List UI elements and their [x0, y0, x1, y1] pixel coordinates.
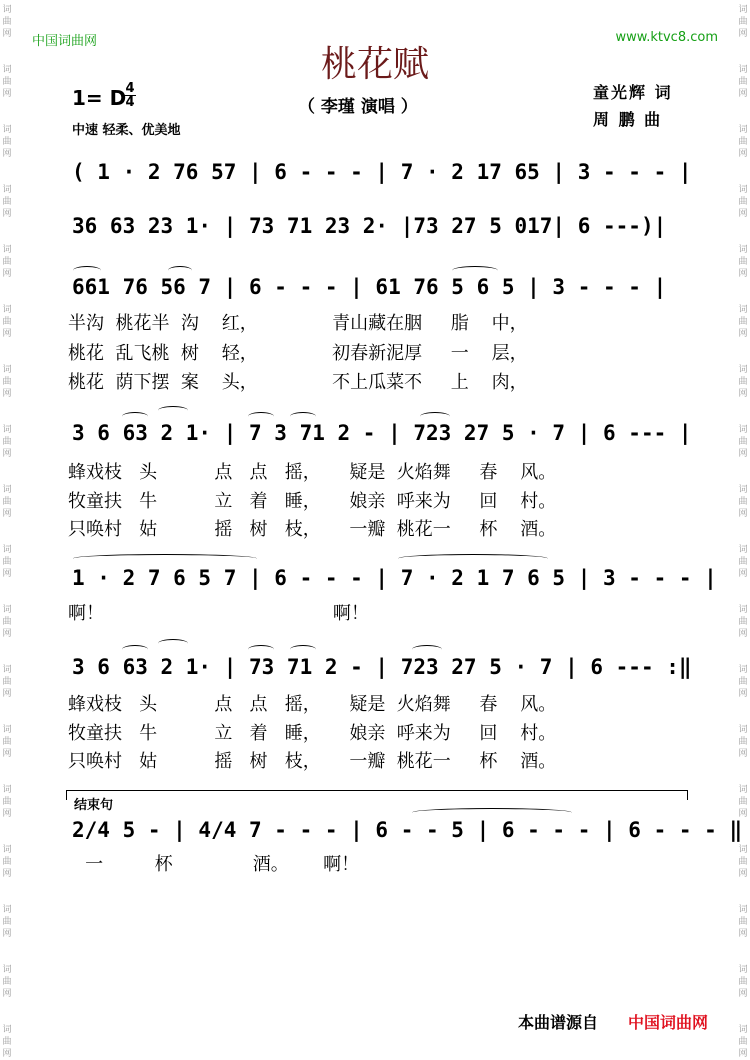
tie-mark	[398, 554, 548, 563]
right-watermark-strip	[736, 0, 750, 1057]
ending-bracket-tick	[687, 790, 688, 800]
watermark-glyph-stack: 词 曲 网	[2, 1025, 12, 1059]
watermark-glyph-stack: 词 曲 网	[738, 1025, 748, 1059]
watermark-glyph-stack: 词 曲 网	[2, 65, 12, 99]
slur-mark	[290, 412, 316, 421]
slur-mark	[248, 412, 274, 421]
left-watermark-strip	[0, 0, 14, 1057]
watermark-glyph-stack: 词 曲 网	[2, 365, 12, 399]
slur-mark	[420, 412, 450, 421]
watermark-glyph-stack: 词 曲 网	[2, 485, 12, 519]
singer-line: （ 李瑾 演唱 ）	[298, 97, 418, 117]
watermark-glyph-stack: 词 曲 网	[738, 665, 748, 699]
watermark-glyph-stack: 词 曲 网	[2, 845, 12, 879]
watermark-glyph-stack: 词 曲 网	[738, 905, 748, 939]
slur-mark	[452, 266, 498, 275]
tie-mark	[73, 554, 257, 563]
watermark-glyph-stack: 词 曲 网	[738, 185, 748, 219]
ending-lyrics: 一 杯 酒。 啊！	[68, 854, 360, 875]
score-line-1: ( 1 · 2 76 57 | 6 - - - | 7 · 2 17 65 | 3 - - - |	[72, 160, 692, 184]
watermark-glyph-stack: 词 曲 网	[738, 5, 748, 39]
watermark-glyph-stack: 词 曲 网	[2, 305, 12, 339]
score-line-ending: 2/4 5 - | 4/4 7 - - - | 6 - - 5 | 6 - - - | 6 - - - ‖	[72, 818, 743, 842]
time-signature-top: 4	[125, 81, 135, 96]
watermark-glyph-stack: 词 曲 网	[738, 605, 748, 639]
score-line-3: 661 76 56 7 | 6 - - - | 61 76 5 6 5 | 3 - - - |	[72, 275, 667, 299]
ending-bracket-line	[66, 790, 688, 791]
score-line-6: 3 6 63 2 1· | 73 71 2 - | 723 27 5 · 7 | 6 --- :‖	[72, 655, 692, 679]
slur-mark	[412, 645, 442, 654]
watermark-glyph-stack: 词 曲 网	[2, 965, 12, 999]
watermark-glyph-stack: 词 曲 网	[2, 905, 12, 939]
slur-mark	[248, 645, 274, 654]
slur-mark	[158, 406, 188, 415]
footer-source-site[interactable]: 中国词曲网	[628, 1013, 709, 1032]
lyrics-v2-line1: 蜂戏枝 头 点 点 摇， 疑是 火焰舞 春 风。	[68, 462, 557, 483]
score-line-5: 1 · 2 7 6 5 7 | 6 - - - | 7 · 2 1 7 6 5 | 3 - - - |	[72, 566, 717, 590]
lyrics-v1-line2: 桃花 乱飞桃 树 轻， 初春新泥厚 一 层，	[68, 343, 528, 364]
watermark-glyph-stack: 词 曲 网	[738, 65, 748, 99]
watermark-glyph-stack: 词 曲 网	[2, 785, 12, 819]
watermark-glyph-stack: 词 曲 网	[2, 5, 12, 39]
slur-mark	[122, 645, 148, 654]
watermark-glyph-stack: 词 曲 网	[738, 725, 748, 759]
tempo-marking: 中速 轻柔、优美地	[72, 123, 181, 138]
ending-label: 结束句	[74, 798, 114, 813]
watermark-glyph-stack: 词 曲 网	[738, 545, 748, 579]
lyrics-v3-line2: 牧童扶 牛 立 着 睡， 娘亲 呼来为 回 村。	[68, 723, 557, 744]
time-signature-bottom: 4	[125, 95, 135, 110]
tie-mark	[412, 808, 572, 817]
watermark-glyph-stack: 词 曲 网	[2, 545, 12, 579]
lyrics-v2-line2: 牧童扶 牛 立 着 睡， 娘亲 呼来为 回 村。	[68, 491, 557, 512]
site-name-left[interactable]: 中国词曲网	[32, 34, 98, 49]
watermark-glyph-stack: 词 曲 网	[2, 245, 12, 279]
watermark-glyph-stack: 词 曲 网	[738, 785, 748, 819]
watermark-glyph-stack: 词 曲 网	[738, 425, 748, 459]
lyricist-credit: 童光辉 词	[593, 83, 673, 102]
watermark-glyph-stack: 词 曲 网	[738, 965, 748, 999]
lyrics-v3-line1: 蜂戏枝 头 点 点 摇， 疑是 火焰舞 春 风。	[68, 694, 557, 715]
watermark-glyph-stack: 词 曲 网	[738, 125, 748, 159]
footer-source-label: 本曲谱源自	[518, 1013, 599, 1032]
watermark-glyph-stack: 词 曲 网	[2, 605, 12, 639]
lyrics-v1-line1: 半沟 桃花半 沟 红， 青山藏在胭 脂 中，	[68, 313, 528, 334]
song-title: 桃花赋	[320, 44, 429, 85]
ending-bracket-tick	[66, 790, 67, 800]
watermark-glyph-stack: 词 曲 网	[2, 425, 12, 459]
slur-mark	[73, 266, 101, 275]
key-signature: 1= D	[72, 86, 127, 110]
watermark-glyph-stack: 词 曲 网	[738, 245, 748, 279]
composer-credit: 周 鹏 曲	[593, 110, 663, 129]
slur-mark	[158, 639, 188, 648]
watermark-glyph-stack: 词 曲 网	[2, 665, 12, 699]
slur-mark	[122, 412, 148, 421]
watermark-glyph-stack: 词 曲 网	[738, 305, 748, 339]
watermark-glyph-stack: 词 曲 网	[738, 845, 748, 879]
score-line-4: 3 6 63 2 1· | 7 3 71 2 - | 723 27 5 · 7 | 6 --- |	[72, 421, 692, 445]
watermark-glyph-stack: 词 曲 网	[738, 365, 748, 399]
watermark-glyph-stack: 词 曲 网	[2, 185, 12, 219]
watermark-glyph-stack: 词 曲 网	[2, 125, 12, 159]
slur-mark	[290, 645, 316, 654]
slur-mark	[168, 266, 192, 275]
lyrics-v3-line3: 只唤村 姑 摇 树 枝， 一瓣 桃花一 杯 酒。	[68, 751, 557, 772]
time-signature	[124, 82, 136, 109]
interlude-lyrics: 啊！ 啊！	[68, 603, 369, 624]
lyrics-v1-line3: 桃花 荫下摆 案 头， 不上瓜菜不 上 肉，	[68, 372, 528, 393]
watermark-glyph-stack: 词 曲 网	[738, 485, 748, 519]
lyrics-v2-line3: 只唤村 姑 摇 树 枝， 一瓣 桃花一 杯 酒。	[68, 519, 557, 540]
site-url-right[interactable]: www.ktvc8.com	[615, 30, 718, 45]
watermark-glyph-stack: 词 曲 网	[2, 725, 12, 759]
score-line-2: 36 63 23 1· | 73 71 23 2· |73 27 5 017| 6 ---)|	[72, 214, 667, 238]
